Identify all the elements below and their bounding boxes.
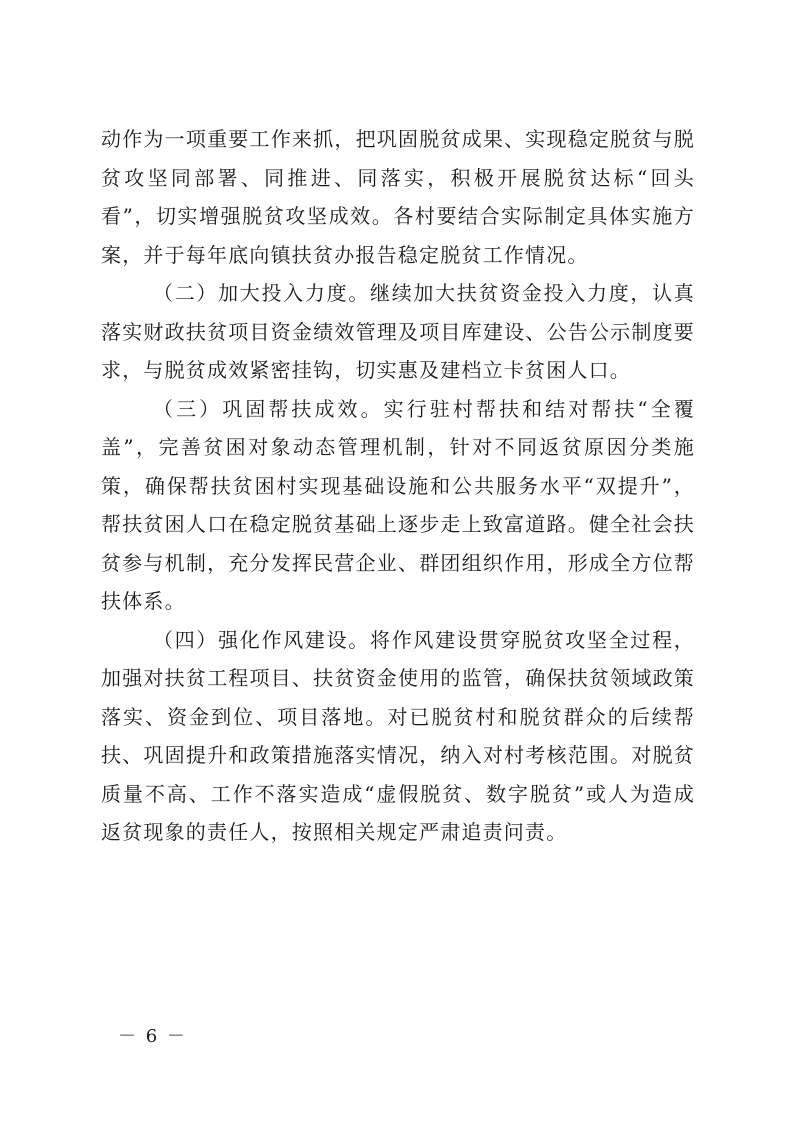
paragraph-investment: （二）加大投入力度。继续加大扶贫资金投入力度，认真落实财政扶贫项目资金绩效管理及项目库建设、公告公示制度要求，与脱贫成效紧密挂钩，切实惠及建档立卡贫困人口。 xyxy=(101,281,695,382)
paragraph-work-style: （四）强化作风建设。将作风建设贯穿脱贫攻坚全过程，加强对扶贫工程项目、扶贫资金使用的监管，确保扶贫领域政策落实、资金到位、项目落地。对已脱贫村和脱贫群众的后续帮扶、巩固提升和政策措施落实情况，纳入对村考核范围。对脱贫质量不高、工作不落实造成“虚假脱贫、数字脱贫”或人为造成返贫现象的责任人，按照相关规定严肃追责问责。 xyxy=(101,627,695,844)
page-number: － 6 － xyxy=(118,1026,187,1047)
document-body xyxy=(101,120,695,852)
paragraph-assistance: （三）巩固帮扶成效。实行驻村帮扶和结对帮扶“全覆盖”，完善贫困对象动态管理机制，针对不同返贫原因分类施策，确保帮扶贫困村实现基础设施和公共服务水平“双提升”，帮扶贫困人口在稳定脱贫基础上逐步走上致富道路。健全社会扶贫参与机制，充分发挥民营企业、群团组织作用，形成全方位帮扶体系。 xyxy=(101,396,695,613)
paragraph-continuation: 动作为一项重要工作来抓，把巩固脱贫成果、实现稳定脱贫与脱贫攻坚同部署、同推进、同落实，积极开展脱贫达标“回头看”，切实增强脱贫攻坚成效。各村要结合实际制定具体实施方案，并于每年底向镇扶贫办报告稳定脱贫工作情况。 xyxy=(101,127,695,267)
